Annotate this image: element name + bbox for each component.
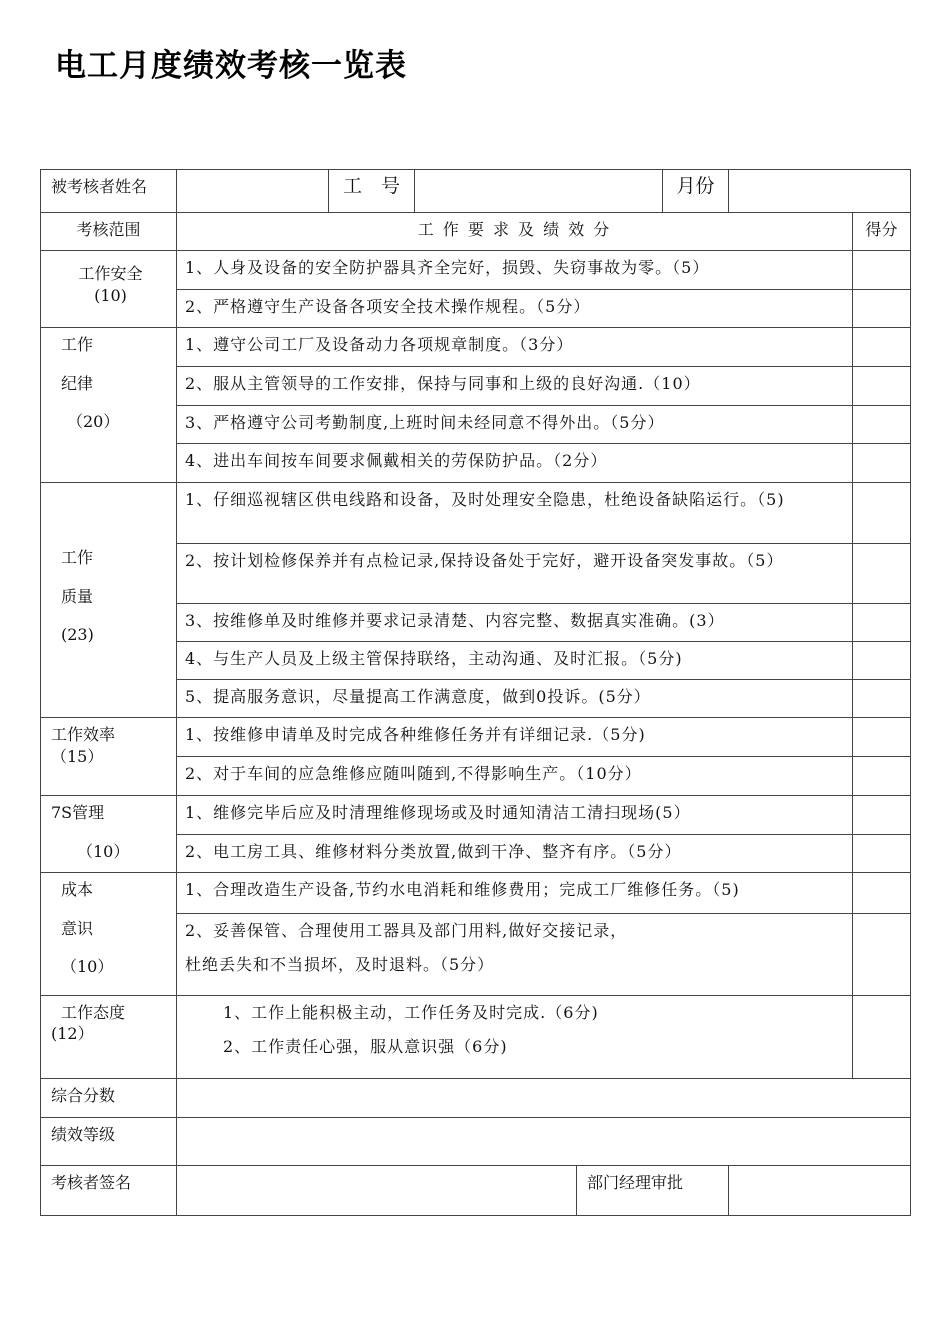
page-title: 电工月度绩效考核一览表 bbox=[55, 48, 407, 84]
requirement-item: 3、严格遵守公司考勤制度,上班时间未经同意不得外出。（5分） bbox=[177, 406, 853, 444]
manager-approval-field[interactable] bbox=[729, 1165, 911, 1215]
assessor-signature-field[interactable] bbox=[177, 1165, 577, 1215]
requirement-item: 1、工作上能积极主动，工作任务及时完成.（6分) 2、工作责任心强，服从意识强（6分) bbox=[177, 995, 853, 1078]
name-field[interactable] bbox=[177, 170, 329, 213]
info-row bbox=[41, 170, 911, 213]
grade-label: 绩效等级 bbox=[41, 1117, 177, 1165]
requirement-item: 1、遵守公司工厂及设备动力各项规章制度。（3分） bbox=[177, 328, 853, 367]
column-header-row bbox=[41, 213, 911, 251]
requirement-header: 工 作 要 求 及 绩 效 分 bbox=[177, 213, 853, 251]
scope-header: 考核范围 bbox=[41, 213, 177, 251]
requirement-item: 5、提高服务意识，尽量提高工作满意度，做到0投诉。(5分） bbox=[177, 680, 853, 718]
manager-approval-label: 部门经理审批 bbox=[577, 1165, 729, 1215]
assessment-table bbox=[40, 169, 911, 1216]
signature-row bbox=[41, 1165, 911, 1215]
id-label: 工 号 bbox=[329, 170, 415, 213]
total-label: 综合分数 bbox=[41, 1078, 177, 1117]
category-work-quality: 工作 质量 (23) bbox=[41, 483, 177, 718]
category-7s-management: 7S管理 （10） bbox=[41, 796, 177, 873]
requirement-item: 2、服从主管领导的工作安排，保持与同事和上级的良好沟通.（10） bbox=[177, 367, 853, 406]
requirement-item: 1、按维修申请单及时完成各种维修任务并有详细记录.（5分) bbox=[177, 718, 853, 757]
grade-row bbox=[41, 1117, 911, 1165]
score-header: 得分 bbox=[853, 213, 911, 251]
month-field[interactable] bbox=[729, 170, 911, 213]
score-cell[interactable] bbox=[853, 251, 911, 290]
id-field[interactable] bbox=[415, 170, 663, 213]
table-row bbox=[41, 718, 911, 757]
score-cell[interactable] bbox=[853, 873, 911, 914]
score-cell[interactable] bbox=[853, 367, 911, 406]
total-row bbox=[41, 1078, 911, 1117]
category-work-discipline: 工作 纪律 （20） bbox=[41, 328, 177, 483]
score-cell[interactable] bbox=[853, 835, 911, 873]
category-work-safety: 工作安全 (10) bbox=[41, 251, 177, 328]
table-row bbox=[41, 796, 911, 835]
score-cell[interactable] bbox=[853, 642, 911, 680]
score-cell[interactable] bbox=[853, 913, 911, 995]
table-row bbox=[41, 483, 911, 544]
assessor-signature-label: 考核者签名 bbox=[41, 1165, 177, 1215]
requirement-item: 1、仔细巡视辖区供电线路和设备，及时处理安全隐患，杜绝设备缺陷运行。（5) bbox=[177, 483, 853, 544]
name-label: 被考核者姓名 bbox=[41, 170, 177, 213]
month-label: 月份 bbox=[663, 170, 729, 213]
requirement-item: 3、按维修单及时维修并要求记录清楚、内容完整、数据真实准确。(3） bbox=[177, 604, 853, 642]
category-work-attitude: 工作态度 (12） bbox=[41, 995, 177, 1078]
score-cell[interactable] bbox=[853, 290, 911, 328]
score-cell[interactable] bbox=[853, 406, 911, 444]
table-row bbox=[41, 328, 911, 367]
requirement-item: 4、进出车间按车间要求佩戴相关的劳保防护品。（2分） bbox=[177, 444, 853, 483]
grade-field[interactable] bbox=[177, 1117, 911, 1165]
table-row bbox=[41, 995, 911, 1078]
category-work-efficiency: 工作效率 （15） bbox=[41, 718, 177, 796]
requirement-item: 2、严格遵守生产设备各项安全技术操作规程。（5分） bbox=[177, 290, 853, 328]
score-cell[interactable] bbox=[853, 757, 911, 796]
score-cell[interactable] bbox=[853, 328, 911, 367]
score-cell[interactable] bbox=[853, 680, 911, 718]
requirement-item: 1、人身及设备的安全防护器具齐全完好，损毁、失窃事故为零。（5） bbox=[177, 251, 853, 290]
score-cell[interactable] bbox=[853, 796, 911, 835]
score-cell[interactable] bbox=[853, 718, 911, 757]
requirement-item: 1、维修完毕后应及时清理维修现场或及时通知清洁工清扫现场(5） bbox=[177, 796, 853, 835]
score-cell[interactable] bbox=[853, 604, 911, 642]
requirement-item: 1、合理改造生产设备,节约水电消耗和维修费用；完成工厂维修任务。（5) bbox=[177, 873, 853, 914]
table-row bbox=[41, 873, 911, 914]
total-field[interactable] bbox=[177, 1078, 911, 1117]
score-cell[interactable] bbox=[853, 483, 911, 544]
score-cell[interactable] bbox=[853, 995, 911, 1078]
category-cost-awareness: 成本 意识 （10） bbox=[41, 873, 177, 996]
score-cell[interactable] bbox=[853, 444, 911, 483]
requirement-item: 2、按计划检修保养并有点检记录,保持设备处于完好，避开设备突发事故。（5） bbox=[177, 544, 853, 604]
requirement-item: 4、与生产人员及上级主管保持联络，主动沟通、及时汇报。（5分) bbox=[177, 642, 853, 680]
table-row bbox=[41, 251, 911, 290]
requirement-item: 2、妥善保管、合理使用工器具及部门用料,做好交接记录， 杜绝丢失和不当损坏，及时退料。（5分） bbox=[177, 913, 853, 995]
requirement-item: 2、对于车间的应急维修应随叫随到,不得影响生产。（10分） bbox=[177, 757, 853, 796]
score-cell[interactable] bbox=[853, 544, 911, 604]
requirement-item: 2、电工房工具、维修材料分类放置,做到干净、整齐有序。（5分） bbox=[177, 835, 853, 873]
